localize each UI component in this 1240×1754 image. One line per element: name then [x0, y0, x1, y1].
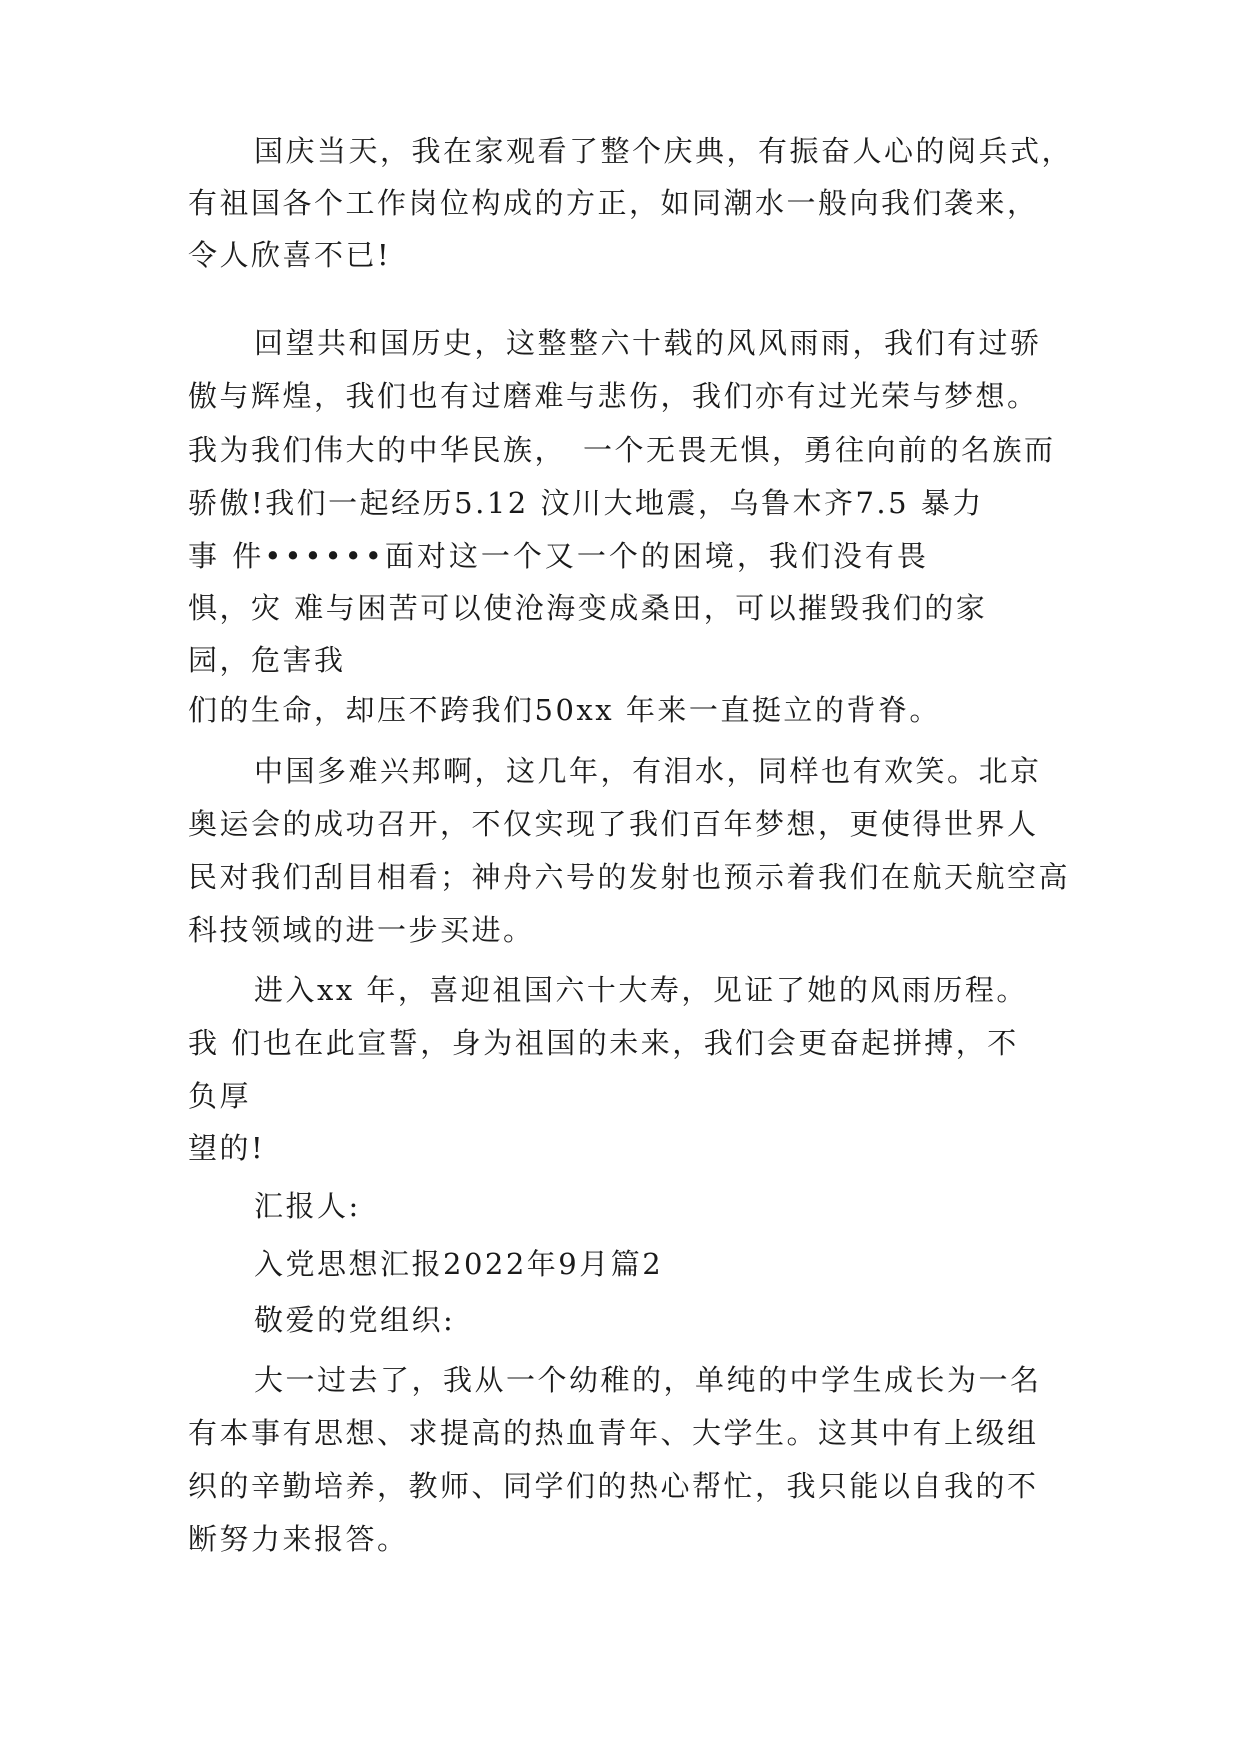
- paragraph-line: 园，危害我: [188, 643, 346, 677]
- paragraph-line: 奥运会的成功召开，不仅实现了我们百年梦想，更使得世界人: [188, 807, 1039, 841]
- paragraph-line: 傲与辉煌，我们也有过磨难与悲伤，我们亦有过光荣与梦想。: [188, 379, 1039, 413]
- section-title: 入党思想汇报2022年9月篇2: [254, 1247, 664, 1281]
- paragraph-line: 骄傲!我们一起经历5.12 汶川大地震，乌鲁木齐7.5 暴力: [188, 486, 984, 520]
- paragraph-line: 望的!: [188, 1131, 266, 1165]
- paragraph-line: 有本事有思想、求提高的热血青年、大学生。这其中有上级组: [188, 1416, 1039, 1450]
- paragraph-line: 中国多难兴邦啊，这几年，有泪水，同样也有欢笑。北京: [254, 754, 1042, 788]
- paragraph-line: 国庆当天，我在家观看了整个庆典，有振奋人心的阅兵式，: [254, 134, 1074, 168]
- paragraph-line: 科技领域的进一步买进。: [188, 913, 535, 947]
- paragraph-line: 令人欣喜不已!: [188, 238, 392, 272]
- paragraph-line: 回望共和国历史，这整整六十载的风风雨雨，我们有过骄: [254, 326, 1042, 360]
- paragraph-line: 事 件••••••面对这一个又一个的困境，我们没有畏: [188, 539, 929, 573]
- paragraph-line: 织的辛勤培养，教师、同学们的热心帮忙，我只能以自我的不: [188, 1469, 1039, 1503]
- paragraph-line: 民对我们刮目相看；神舟六号的发射也预示着我们在航天航空高: [188, 860, 1071, 894]
- paragraph-line: 大一过去了，我从一个幼稚的，单纯的中学生成长为一名: [254, 1363, 1042, 1397]
- paragraph-line: 们的生命，却压不跨我们50xx 年来一直挺立的背脊。: [188, 693, 941, 727]
- paragraph-line: 我为我们伟大的中华民族， 一个无畏无惧，勇往向前的名族而: [188, 433, 1056, 467]
- paragraph-line: 我 们也在此宣誓，身为祖国的未来，我们会更奋起拼搏，不: [188, 1026, 1019, 1060]
- salutation: 敬爱的党组织:: [254, 1303, 456, 1337]
- paragraph-line: 进入xx 年，喜迎祖国六十大寿，见证了她的风雨历程。: [254, 973, 1028, 1007]
- paragraph-line: 断努力来报答。: [188, 1522, 409, 1556]
- paragraph-line: 有祖国各个工作岗位构成的方正，如同潮水一般向我们袭来，: [188, 186, 1039, 220]
- paragraph-line: 负厚: [188, 1079, 252, 1113]
- paragraph-line: 惧，灾 难与困苦可以使沧海变成桑田，可以摧毁我们的家: [188, 591, 988, 625]
- reporter-label: 汇报人:: [254, 1189, 361, 1223]
